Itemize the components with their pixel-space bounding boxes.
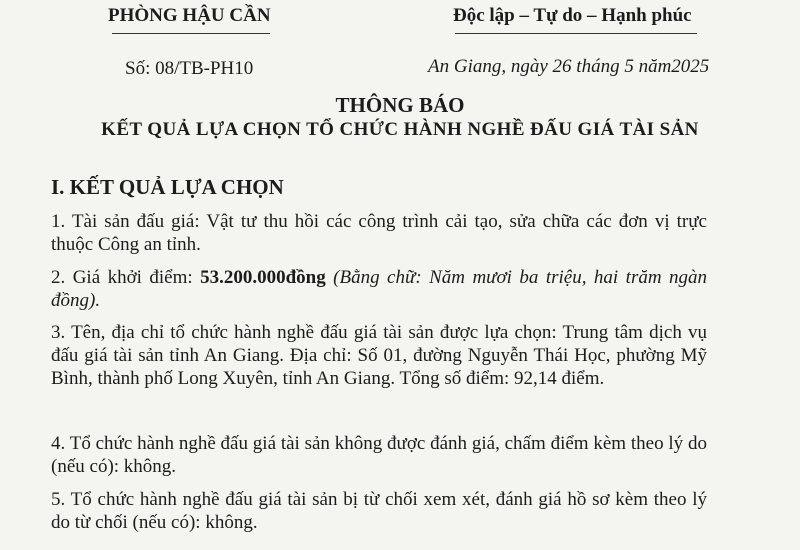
item-selected-organization: 3. Tên, địa chỉ tổ chức hành nghề đấu giá tài sản được lựa chọn: Trung tâm dịch vụ đấu giá tài sản tỉnh An Giang. Địa chỉ: Số 01, đường Nguyễn Thái Học, phường Mỹ Bình, thành phố Long Xuyên, tỉnh An Giang. Tổng số điểm: 92,14 điểm. [51,322,707,389]
price-label: 2. Giá khởi điểm: [51,267,201,288]
document-number: Số: 08/TB-PH10 [125,58,254,79]
item-rejected: 5. Tổ chức hành nghề đấu giá tài sản bị từ chối xem xét, đánh giá hồ sơ kèm theo lý do từ chối (nếu có): không. [51,489,707,533]
department-underline [112,33,270,34]
section-heading: I. KẾT QUẢ LỰA CHỌN [51,175,284,199]
document-subtitle: KẾT QUẢ LỰA CHỌN TỔ CHỨC HÀNH NGHỀ ĐẤU GIÁ TÀI SẢN [101,119,699,140]
place-date: An Giang, ngày 26 tháng 5 năm2025 [428,56,710,77]
cut-off-next-line [51,542,711,550]
item-asset: 1. Tài sản đấu giá: Vật tư thu hồi các công trình cải tạo, sửa chữa các đơn vị trực thuộc Công an tỉnh. [51,211,707,255]
document-title: THÔNG BÁO [335,93,465,117]
national-motto: Độc lập – Tự do – Hạnh phúc [453,5,692,26]
item-not-evaluated: 4. Tổ chức hành nghề đấu giá tài sản không được đánh giá, chấm điểm kèm theo lý do (nếu có): không. [51,433,707,477]
item-starting-price [51,266,707,312]
department-name: PHÒNG HẬU CẦN [108,5,271,26]
price-in-words: (Bằng chữ: Năm mươi ba triệu, hai trăm ngàn đồng). [51,267,708,311]
price-amount: 53.200.000đồng [200,267,326,288]
motto-underline [455,33,697,34]
